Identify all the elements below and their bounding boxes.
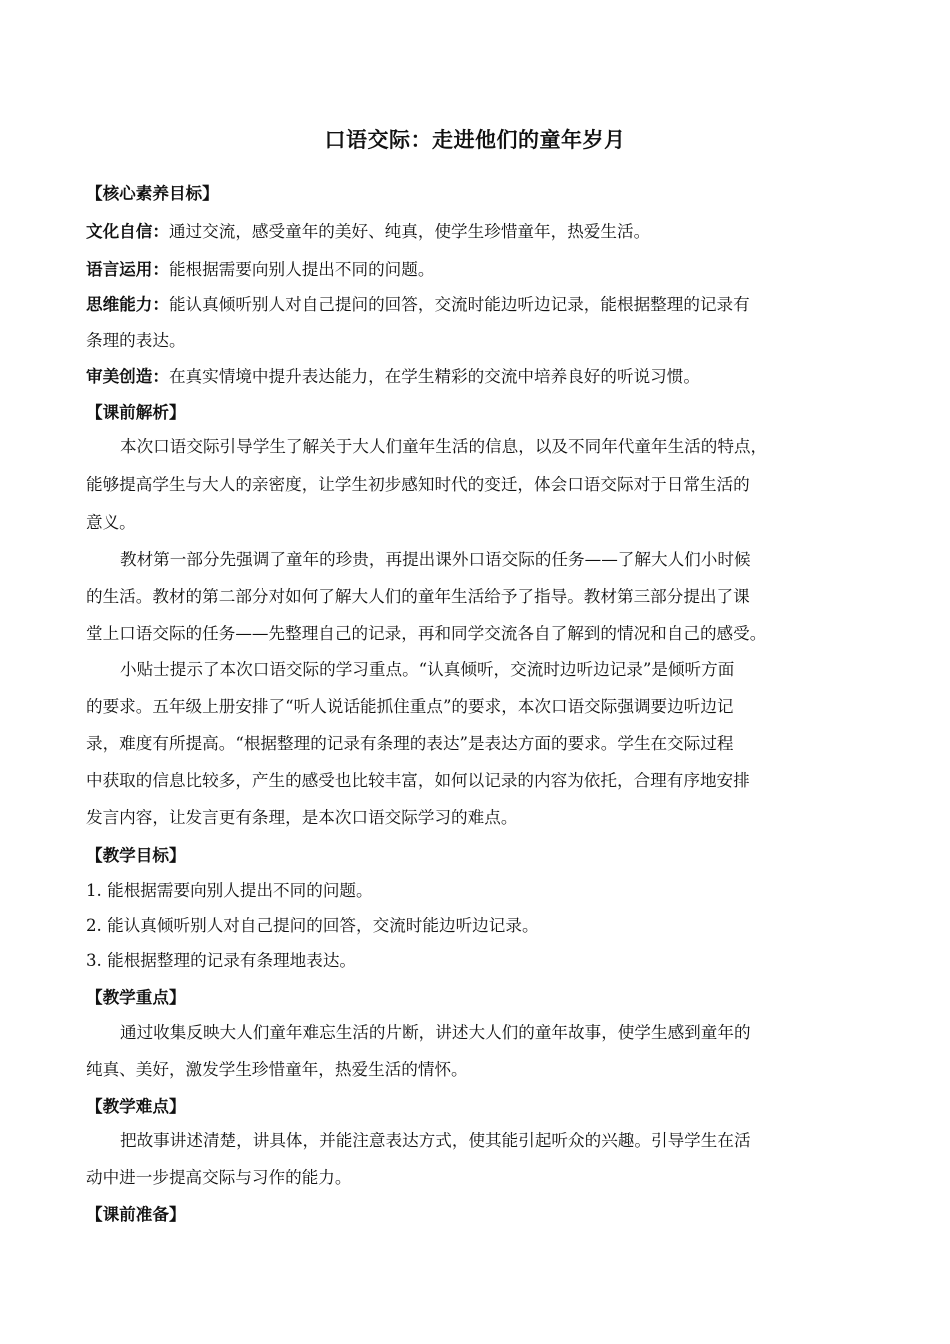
goal-item xyxy=(86,363,876,387)
page-title: 口语交际：走进他们的童年岁月 xyxy=(324,128,626,152)
paragraph-line: 小贴士提示了本次口语交际的学习重点。“认真倾听，交流时边听边记录”是倾听方面 xyxy=(120,660,735,679)
list-item: 2. 能认真倾听别人对自己提问的回答，交流时能边听边记录。 xyxy=(86,916,539,935)
paragraph-line: 堂上口语交际的任务——先整理自己的记录，再和同学交流各自了解到的情况和自己的感受。 xyxy=(86,624,767,643)
goal-label: 语言运用： xyxy=(86,260,169,279)
goal-text-continuation: 条理的表达。 xyxy=(86,331,186,350)
paragraph-line: 录，难度有所提高。“根据整理的记录有条理的表达”是表达方面的要求。学生在交际过程 xyxy=(86,734,734,753)
paragraph-line: 教材第一部分先强调了童年的珍贵，再提出课外口语交际的任务——了解大人们小时候 xyxy=(120,550,751,569)
paragraph-line: 能够提高学生与大人的亲密度，让学生初步感知时代的变迁，体会口语交际对于日常生活的 xyxy=(86,475,750,494)
section-heading-key-points: 【教学重点】 xyxy=(86,988,186,1007)
section-heading-objectives: 【教学目标】 xyxy=(86,846,186,865)
goal-text: 在真实情境中提升表达能力，在学生精彩的交流中培养良好的听说习惯。 xyxy=(168,367,700,386)
goal-label: 思维能力： xyxy=(86,295,169,314)
goal-item xyxy=(86,218,876,242)
paragraph-line: 意义。 xyxy=(86,513,136,532)
goal-text: 能根据需要向别人提出不同的问题。 xyxy=(168,260,435,279)
goal-item xyxy=(86,291,876,315)
paragraph-line: 纯真、美好，激发学生珍惜童年，热爱生活的情怀。 xyxy=(86,1060,468,1079)
goal-item xyxy=(86,256,876,280)
paragraph-line: 本次口语交际引导学生了解关于大人们童年生活的信息，以及不同年代童年生活的特点， xyxy=(120,437,768,456)
section-heading-core-goals: 【核心素养目标】 xyxy=(86,184,219,203)
paragraph-line: 把故事讲述清楚，讲具体，并能注意表达方式，使其能引起听众的兴趣。引导学生在活 xyxy=(120,1131,751,1150)
goal-label: 文化自信： xyxy=(86,222,169,241)
section-heading-difficulties: 【教学难点】 xyxy=(86,1097,186,1116)
paragraph-line: 发言内容，让发言更有条理，是本次口语交际学习的难点。 xyxy=(86,808,518,827)
paragraph-line: 动中进一步提高交际与习作的能力。 xyxy=(86,1168,352,1187)
goal-text: 能认真倾听别人对自己提问的回答，交流时能边听边记录，能根据整理的记录有 xyxy=(168,295,750,314)
goal-label: 审美创造： xyxy=(86,367,169,386)
section-heading-analysis: 【课前解析】 xyxy=(86,403,186,422)
paragraph-line: 的要求。五年级上册安排了“听人说话能抓住重点”的要求，本次口语交际强调要边听边记 xyxy=(86,697,734,716)
list-item: 1. 能根据需要向别人提出不同的问题。 xyxy=(86,881,373,900)
goal-text: 通过交流，感受童年的美好、纯真，使学生珍惜童年，热爱生活。 xyxy=(168,222,651,241)
paragraph-line: 通过收集反映大人们童年难忘生活的片断，讲述大人们的童年故事，使学生感到童年的 xyxy=(120,1023,751,1042)
paragraph-line: 的生活。教材的第二部分对如何了解大人们的童年生活给予了指导。教材第三部分提出了课 xyxy=(86,587,750,606)
section-heading-preparation: 【课前准备】 xyxy=(86,1205,186,1224)
paragraph-line: 中获取的信息比较多，产生的感受也比较丰富，如何以记录的内容为依托，合理有序地安排 xyxy=(86,771,750,790)
list-item: 3. 能根据整理的记录有条理地表达。 xyxy=(86,951,357,970)
